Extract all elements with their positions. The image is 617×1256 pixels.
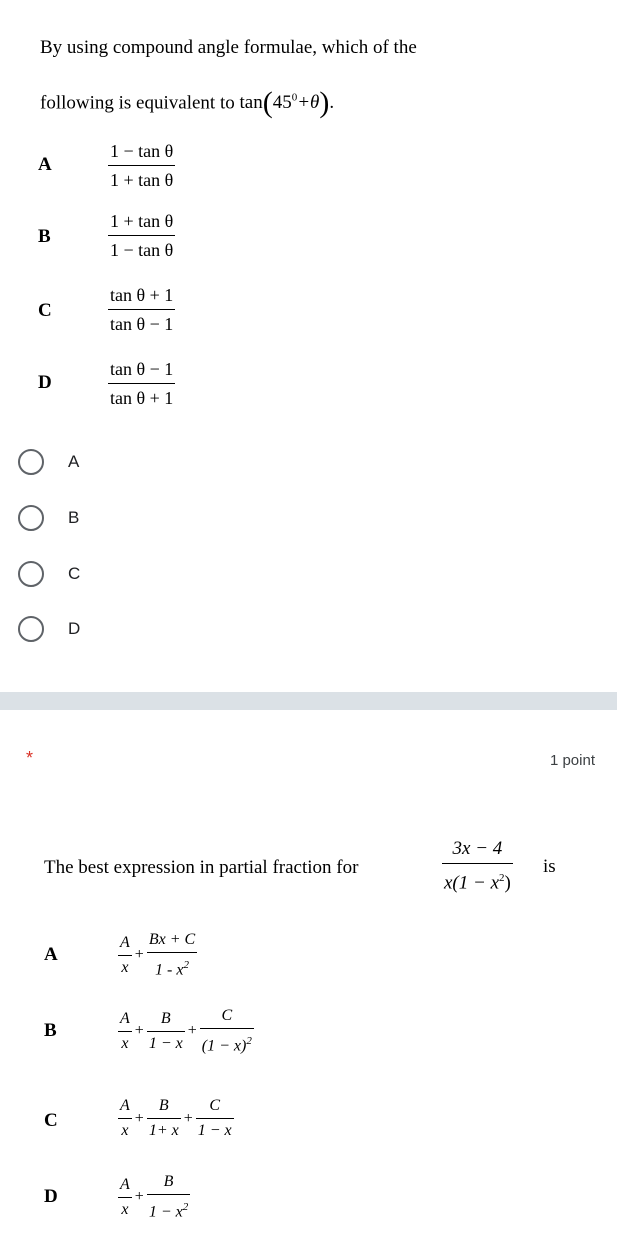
denominator-exponent: 2 (246, 1035, 252, 1047)
expr-close-paren: ) (319, 86, 330, 120)
fraction-numerator: tan θ + 1 (110, 285, 174, 305)
term-denominator: x (121, 958, 129, 976)
term-fraction (147, 1009, 185, 1054)
term-numerator: B (163, 1173, 174, 1190)
term-denominator: 1 − x (197, 1122, 232, 1139)
fraction-denominator: tan θ + 1 (110, 388, 174, 408)
radio-button-icon[interactable] (18, 505, 44, 531)
term-numerator: A (120, 1009, 130, 1027)
radio-button-icon[interactable] (18, 616, 44, 642)
radio-label[interactable]: A (68, 452, 80, 471)
plus-sign: + (134, 1188, 144, 1206)
fraction-denominator: 1 + tan θ (110, 170, 174, 190)
question-2-option-a-expression (116, 930, 199, 980)
option-fraction (108, 284, 175, 335)
question-1-option-d (0, 359, 617, 436)
question-2-fraction (442, 838, 513, 894)
expr-period: . (329, 92, 335, 114)
term-fraction (118, 1009, 132, 1054)
required-marker: * (26, 748, 34, 768)
question-2-option-letter-a: A (44, 944, 58, 965)
points-label: 1 point (549, 752, 595, 769)
expr-theta: +θ (297, 92, 320, 114)
question-1-expression (239, 86, 335, 120)
radio-choice-c[interactable] (18, 559, 80, 589)
term-numerator: A (120, 933, 130, 951)
option-letter: D (38, 372, 52, 393)
fraction-numerator: 3x − 4 (452, 838, 503, 859)
radio-label[interactable]: D (68, 619, 81, 638)
denominator-part: x(1 − x (444, 872, 500, 894)
radio-label[interactable]: C (68, 564, 81, 583)
plus-sign: + (187, 1022, 197, 1040)
question-1-text-line-1: By using compound angle formulae, which of the (40, 37, 417, 58)
question-1-prefix: following is equivalent to (40, 92, 235, 114)
fraction-numerator: 1 + tan θ (110, 211, 174, 231)
denominator-text: (1 − x) (201, 1037, 247, 1055)
fraction-numerator: 1 − tan θ (110, 141, 174, 161)
term-denominator: x (121, 1200, 129, 1218)
term-denominator: x (121, 1034, 129, 1052)
radio-choice-d[interactable] (18, 614, 80, 644)
term-fraction (147, 1096, 181, 1141)
term-numerator: A (120, 1097, 130, 1114)
radio-label[interactable]: B (68, 508, 80, 527)
fraction-denominator: tan θ − 1 (110, 314, 174, 334)
radio-button-icon[interactable] (18, 561, 44, 587)
question-2-suffix: is (543, 856, 556, 877)
denominator-text: 1 − x (148, 1203, 183, 1221)
term-denominator (200, 1029, 254, 1056)
denominator-exponent: 2 (182, 1201, 189, 1213)
term-denominator (153, 953, 191, 980)
term-numerator: B (160, 1009, 171, 1027)
question-2-option-letter-b: B (44, 1020, 57, 1041)
term-fraction (147, 1172, 190, 1222)
question-1-option-c (0, 285, 617, 362)
term-fraction (200, 1006, 254, 1056)
denominator-text: 1 - x (155, 961, 184, 979)
term-numerator: B (158, 1097, 169, 1114)
term-fraction (118, 933, 132, 978)
term-numerator: A (120, 1175, 130, 1193)
term-fraction (196, 1096, 234, 1141)
radio-choice-a[interactable] (18, 447, 79, 477)
question-2-option-c-expression (116, 1096, 236, 1141)
option-letter: A (38, 154, 52, 175)
expr-degree: 0 (291, 92, 298, 104)
option-letter: B (38, 226, 51, 247)
plus-sign: + (134, 1022, 144, 1040)
radio-choice-b[interactable] (18, 503, 79, 533)
plus-sign: + (134, 946, 144, 964)
term-fraction (118, 1096, 132, 1141)
term-denominator: 1 − x (148, 1034, 183, 1052)
option-fraction (108, 210, 175, 261)
question-2-text: The best expression in partial fraction for (44, 857, 359, 878)
term-fraction (118, 1175, 132, 1220)
question-1-text-line-2 (40, 86, 335, 120)
question-1-option-b (0, 211, 617, 288)
term-denominator (147, 1195, 190, 1222)
option-letter: C (38, 300, 52, 321)
question-2-option-letter-c: C (44, 1110, 58, 1131)
plus-sign: + (134, 1109, 144, 1127)
fraction-numerator: tan θ − 1 (110, 359, 174, 379)
expr-open-paren: ( (262, 86, 273, 120)
fraction-denominator: 1 − tan θ (110, 240, 174, 260)
expr-function: tan (239, 92, 263, 114)
question-2-option-d-expression (116, 1172, 192, 1222)
term-numerator: C (221, 1007, 233, 1024)
term-denominator: 1+ x (148, 1122, 179, 1139)
denominator-exponent: 2 (183, 959, 189, 971)
question-1-option-a (0, 142, 617, 212)
plus-sign: + (183, 1109, 193, 1127)
term-numerator: C (209, 1097, 221, 1114)
section-divider (0, 692, 617, 710)
question-2-option-letter-d: D (44, 1186, 58, 1207)
option-fraction (108, 140, 175, 191)
expr-angle: 45 (272, 92, 292, 114)
term-fraction (147, 930, 197, 980)
term-numerator: Bx + C (148, 931, 196, 948)
fraction-denominator (442, 864, 513, 894)
denominator-close: ) (504, 872, 511, 894)
term-denominator: x (121, 1122, 129, 1139)
option-fraction (108, 358, 175, 409)
radio-button-icon[interactable] (18, 449, 44, 475)
denominator-exponent: 2 (499, 872, 505, 884)
question-2-option-b-expression (116, 1006, 256, 1056)
